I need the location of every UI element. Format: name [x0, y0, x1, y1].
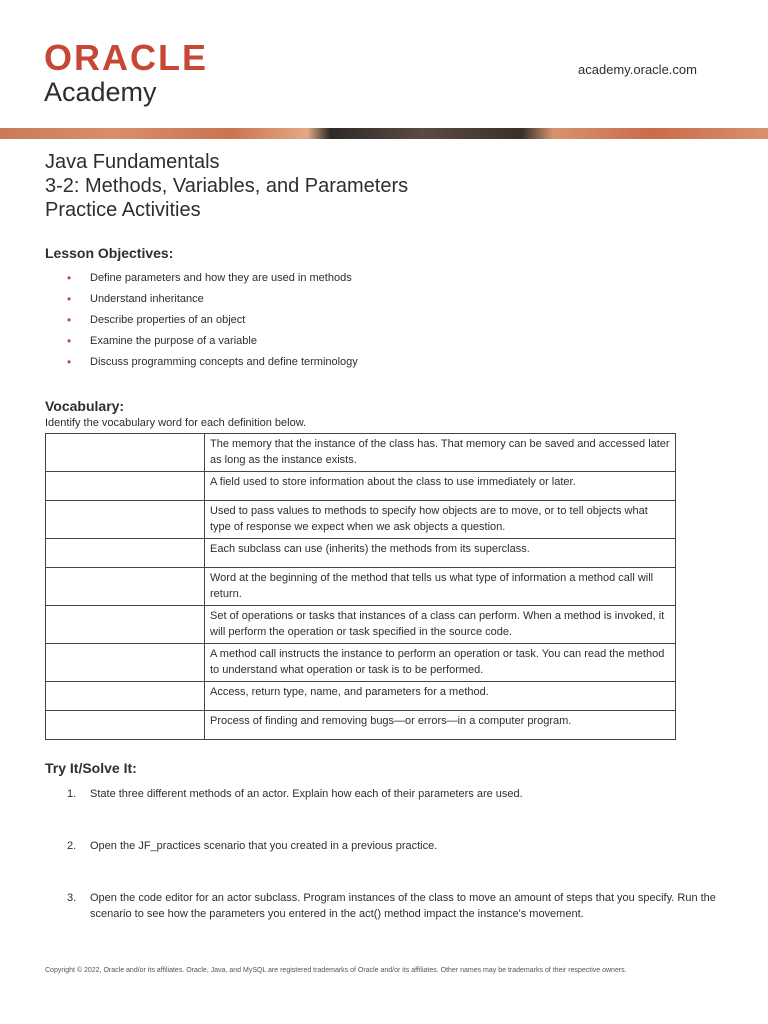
bullet-icon: • — [67, 313, 72, 327]
list-item: • Examine the purpose of a variable — [65, 331, 358, 352]
term-cell[interactable] — [46, 711, 205, 740]
list-item: • Understand inheritance — [65, 289, 358, 310]
table-row — [46, 434, 676, 472]
table-row — [46, 501, 676, 539]
table-row — [46, 606, 676, 644]
bullet-icon: • — [67, 334, 72, 348]
bullet-icon: • — [67, 355, 72, 369]
list-item: • Discuss programming concepts and define terminology — [65, 352, 358, 373]
copyright-footer: Copyright © 2022, Oracle and/or its affiliates. Oracle, Java, and MySQL are registered trademarks of Oracle and/or its affiliates. Other names may be trademarks of their respective owners. — [45, 967, 627, 974]
bullet-icon: • — [67, 271, 72, 285]
definition-cell: The memory that the instance of the class has. That memory can be saved and accessed later as long as the instance exists. — [205, 434, 676, 472]
objectives-list — [65, 268, 358, 373]
vocabulary-heading: Vocabulary: — [45, 398, 125, 414]
objectives-heading: Lesson Objectives: — [45, 245, 174, 261]
list-item: • Define parameters and how they are used in methods — [65, 268, 358, 289]
site-url: academy.oracle.com — [578, 62, 697, 77]
lesson-title: 3-2: Methods, Variables, and Parameters — [45, 175, 409, 197]
definition-cell: Word at the beginning of the method that tells us what type of information a method call will return. — [205, 568, 676, 606]
term-cell[interactable] — [46, 606, 205, 644]
term-cell[interactable] — [46, 434, 205, 472]
table-row — [46, 472, 676, 501]
oracle-logo: ORACLE — [44, 37, 208, 78]
definition-cell: A field used to store information about the class to use immediately or later. — [205, 472, 676, 501]
decorative-banner — [0, 128, 768, 139]
term-cell[interactable] — [46, 501, 205, 539]
list-item: 2. Open the JF_practices scenario that you created in a previous practice. — [67, 840, 438, 852]
table-row — [46, 644, 676, 682]
term-cell[interactable] — [46, 472, 205, 501]
bullet-icon: • — [67, 292, 72, 306]
definition-cell: Process of finding and removing bugs—or errors—in a computer program. — [205, 711, 676, 740]
definition-cell: Set of operations or tasks that instances of a class can perform. When a method is invoked, it will perform the operation or task specified in the source code. — [205, 606, 676, 644]
vocabulary-table — [45, 433, 676, 740]
document-title — [45, 150, 408, 222]
definition-cell: A method call instructs the instance to perform an operation or task. You can read the method to understand what operation or task is to be performed. — [205, 644, 676, 682]
definition-cell: Each subclass can use (inherits) the methods from its superclass. — [205, 539, 676, 568]
activity-title: Practice Activities — [45, 199, 201, 221]
table-row — [46, 682, 676, 711]
term-cell[interactable] — [46, 644, 205, 682]
definition-cell: Access, return type, name, and parameters for a method. — [205, 682, 676, 711]
academy-logo-text: Academy — [44, 77, 157, 107]
term-cell[interactable] — [46, 539, 205, 568]
table-row — [46, 539, 676, 568]
term-cell[interactable] — [46, 682, 205, 711]
definition-cell: Used to pass values to methods to specify how objects are to move, or to tell objects what type of response we expect when we ask objects a question. — [205, 501, 676, 539]
list-item: 1. State three different methods of an actor. Explain how each of their parameters are used. — [67, 788, 523, 800]
table-row — [46, 568, 676, 606]
list-item: • Describe properties of an object — [65, 310, 358, 331]
tryit-heading: Try It/Solve It: — [45, 760, 137, 776]
vocabulary-intro: Identify the vocabulary word for each definition below. — [45, 417, 307, 429]
term-cell[interactable] — [46, 568, 205, 606]
list-item: 3. Open the code editor for an actor subclass. Program instances of the class to move an amount of steps that you specify. Run the scenario to see how the parameters you entered in the act() method impact the instance's movement. — [67, 892, 716, 920]
course-title: Java Fundamentals — [45, 151, 220, 173]
tryit-list — [45, 786, 725, 922]
table-row — [46, 711, 676, 740]
